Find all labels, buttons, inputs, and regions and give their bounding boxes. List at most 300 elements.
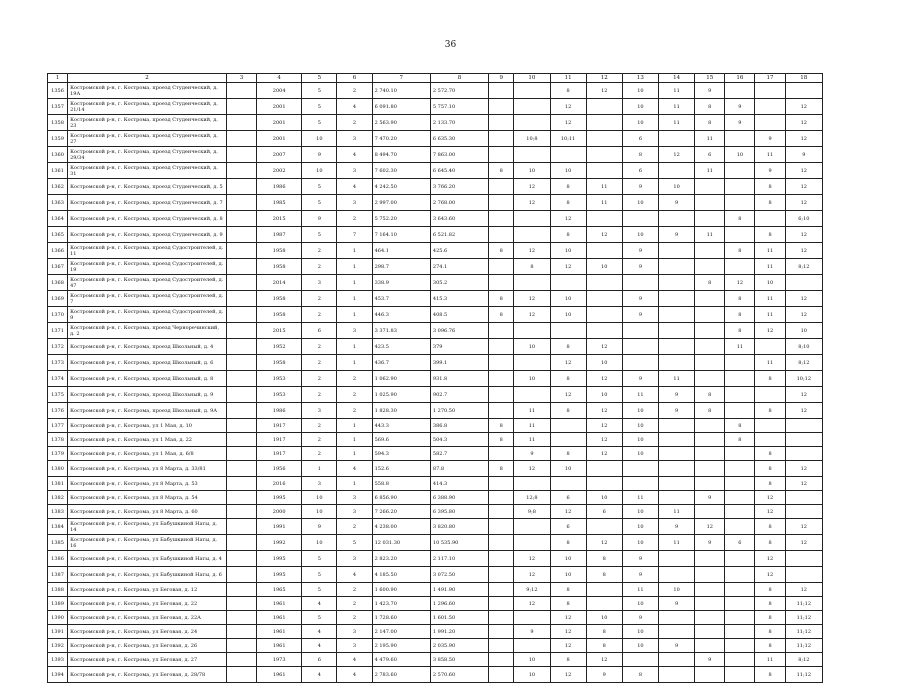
cell-empty	[226, 259, 256, 275]
cell-empty	[226, 597, 256, 611]
cell-c9	[489, 179, 514, 195]
cell-empty	[226, 147, 256, 163]
cell-fl: 4	[302, 625, 337, 639]
cell-c15: 9	[695, 83, 725, 99]
cell-c18	[785, 419, 822, 433]
cell-c10: 12	[514, 307, 550, 323]
cell-c9	[489, 597, 514, 611]
cell-c10: 12	[514, 551, 550, 567]
cell-ent: 4	[337, 147, 372, 163]
header-row	[48, 74, 823, 83]
cell-c15: 8	[695, 403, 725, 419]
cell-c17: 11	[755, 243, 785, 259]
cell-fl: 5	[302, 583, 337, 597]
cell-live: 3 820.80	[430, 519, 488, 535]
cell-ent: 2	[337, 83, 372, 99]
cell-year: 1961	[257, 625, 302, 639]
table-row	[48, 519, 823, 535]
cell-c12: 8	[586, 567, 622, 583]
cell-area: 1 062.90	[372, 371, 430, 387]
table-row	[48, 307, 823, 323]
cell-c12: 10	[586, 259, 622, 275]
table-row	[48, 447, 823, 461]
cell-fl: 3	[302, 403, 337, 419]
table-row	[48, 179, 823, 195]
cell-fl: 6	[302, 323, 337, 339]
cell-c14: 11	[659, 505, 695, 519]
cell-empty	[226, 433, 256, 447]
cell-c9	[489, 653, 514, 667]
cell-c14	[659, 275, 695, 291]
table-row	[48, 115, 823, 131]
cell-c13: 11	[622, 491, 658, 505]
cell-c13: 10	[622, 519, 658, 535]
cell-c17: 8	[755, 583, 785, 597]
cell-c16	[725, 611, 755, 625]
cell-c17: 8	[755, 461, 785, 477]
cell-c11: 12	[550, 99, 586, 115]
cell-live: 10 535.90	[430, 535, 488, 551]
cell-live: 2 117.10	[430, 551, 488, 567]
cell-c18: 12	[785, 195, 822, 211]
cell-year: 1961	[257, 597, 302, 611]
cell-c9: 8	[489, 243, 514, 259]
cell-c16	[725, 403, 755, 419]
cell-c14	[659, 355, 695, 371]
cell-empty	[226, 583, 256, 597]
cell-ent: 2	[337, 115, 372, 131]
cell-year: 1917	[257, 419, 302, 433]
cell-fl: 4	[302, 667, 337, 683]
cell-n: 1382	[48, 491, 68, 505]
cell-empty	[226, 477, 256, 491]
cell-ent: 4	[337, 653, 372, 667]
cell-c17	[755, 83, 785, 99]
cell-year: 1958	[257, 243, 302, 259]
cell-addr: Костромской р-н, г. Кострома, проезд Судостроителей, д. 19	[68, 259, 227, 275]
cell-c14	[659, 323, 695, 339]
cell-c9	[489, 447, 514, 461]
cell-area: 12 031.30	[372, 535, 430, 551]
column-header: 8	[430, 74, 488, 83]
cell-c9	[489, 667, 514, 683]
cell-c10: 10;8	[514, 131, 550, 147]
cell-area: 423.5	[372, 339, 430, 355]
cell-c13: 6	[622, 163, 658, 179]
cell-c11: 10	[550, 243, 586, 259]
cell-c14	[659, 551, 695, 567]
cell-c13: 10	[622, 115, 658, 131]
cell-c17: 11	[755, 291, 785, 307]
cell-year: 2014	[257, 275, 302, 291]
cell-c15: 9	[695, 653, 725, 667]
column-header: 4	[257, 74, 302, 83]
cell-c17: 9	[755, 131, 785, 147]
cell-c18: 8;12	[785, 355, 822, 371]
cell-c11: 12	[550, 115, 586, 131]
cell-n: 1378	[48, 433, 68, 447]
table-row	[48, 227, 823, 243]
cell-c14	[659, 491, 695, 505]
cell-n: 1379	[48, 447, 68, 461]
cell-c11: 8	[550, 339, 586, 355]
cell-area: 7 602.30	[372, 163, 430, 179]
cell-fl: 10	[302, 505, 337, 519]
cell-c13	[622, 477, 658, 491]
cell-fl: 6	[302, 653, 337, 667]
cell-c14	[659, 259, 695, 275]
cell-c9	[489, 115, 514, 131]
cell-c13: 9	[622, 567, 658, 583]
cell-c18: 12	[785, 131, 822, 147]
cell-area: 7 470.20	[372, 131, 430, 147]
cell-c9	[489, 535, 514, 551]
cell-c14	[659, 447, 695, 461]
cell-c17: 8	[755, 639, 785, 653]
table-row	[48, 339, 823, 355]
cell-c15	[695, 371, 725, 387]
cell-addr: Костромской р-н, г. Кострома, проезд Школьный, д. 4	[68, 339, 227, 355]
cell-addr: Костромской р-н, г. Кострома, проезд Студенческий, д. 23	[68, 115, 227, 131]
column-header: 3	[226, 74, 256, 83]
cell-ent: 1	[337, 419, 372, 433]
cell-c11: 6	[550, 519, 586, 535]
cell-n: 1391	[48, 625, 68, 639]
table-row	[48, 291, 823, 307]
cell-c11: 8	[550, 597, 586, 611]
cell-area: 436.7	[372, 355, 430, 371]
cell-c12: 9	[586, 667, 622, 683]
cell-year: 1953	[257, 387, 302, 403]
cell-c12: 8	[586, 639, 622, 653]
cell-area: 2 783.60	[372, 667, 430, 683]
column-header: 17	[755, 74, 785, 83]
cell-c17: 12	[755, 491, 785, 505]
cell-live: 2 572.70	[430, 83, 488, 99]
cell-addr: Костромской р-н, г. Кострома, проезд Школьный, д. 9А	[68, 403, 227, 419]
cell-n: 1358	[48, 115, 68, 131]
cell-c18: 12	[785, 291, 822, 307]
cell-live: 379	[430, 339, 488, 355]
cell-c16: 6	[725, 535, 755, 551]
cell-addr: Костромской р-н, г. Кострома, проезд Студенческий, д. 7	[68, 195, 227, 211]
cell-c15: 12	[695, 519, 725, 535]
cell-live: 5 757.10	[430, 99, 488, 115]
cell-c9	[489, 339, 514, 355]
cell-live: 1 601.50	[430, 611, 488, 625]
cell-c14	[659, 667, 695, 683]
cell-c17: 8	[755, 597, 785, 611]
cell-addr: Костромской р-н, г. Кострома, ул 1 Мая, д. 6/8	[68, 447, 227, 461]
cell-c16	[725, 653, 755, 667]
cell-live: 6 395.80	[430, 505, 488, 519]
cell-c14	[659, 131, 695, 147]
cell-c13: 9	[622, 243, 658, 259]
cell-year: 2015	[257, 323, 302, 339]
cell-c17: 8	[755, 371, 785, 387]
cell-addr: Костромской р-н, г. Кострома, проезд Студенческий, д. 9	[68, 227, 227, 243]
cell-empty	[226, 227, 256, 243]
cell-ent: 1	[337, 433, 372, 447]
cell-n: 1387	[48, 567, 68, 583]
cell-fl: 1	[302, 461, 337, 477]
cell-c18: 12	[785, 227, 822, 243]
cell-c12	[586, 291, 622, 307]
column-header: 13	[622, 74, 658, 83]
cell-fl: 2	[302, 291, 337, 307]
cell-c11	[550, 147, 586, 163]
cell-addr: Костромской р-н, г. Кострома, проезд Школьный, д. 9	[68, 387, 227, 403]
cell-addr: Костромской р-н, г. Кострома, проезд Судостроителей, д. 47	[68, 275, 227, 291]
cell-c18: 11;12	[785, 639, 822, 653]
cell-addr: Костромской р-н, г. Кострома, ул Беговая, д. 24	[68, 625, 227, 639]
cell-c17: 11	[755, 147, 785, 163]
cell-c16: 8	[725, 307, 755, 323]
cell-c11: 12	[550, 625, 586, 639]
cell-c16	[725, 667, 755, 683]
cell-live: 2 768.00	[430, 195, 488, 211]
cell-addr: Костромской р-н, г. Кострома, ул 8 Марта, д. 33/81	[68, 461, 227, 477]
cell-c16: 8	[725, 243, 755, 259]
cell-year: 1958	[257, 307, 302, 323]
cell-area: 2 823.20	[372, 551, 430, 567]
cell-area: 338.9	[372, 275, 430, 291]
cell-c16: 10	[725, 147, 755, 163]
cell-c9	[489, 99, 514, 115]
cell-c10	[514, 387, 550, 403]
cell-c18: 11;12	[785, 667, 822, 683]
table-row	[48, 625, 823, 639]
cell-n: 1371	[48, 323, 68, 339]
cell-c11: 8	[550, 403, 586, 419]
cell-c12	[586, 243, 622, 259]
cell-c17	[755, 387, 785, 403]
cell-c13: 10	[622, 433, 658, 447]
table-row	[48, 551, 823, 567]
cell-empty	[226, 291, 256, 307]
cell-c13: 10	[622, 227, 658, 243]
cell-ent: 1	[337, 259, 372, 275]
cell-c17	[755, 211, 785, 227]
cell-c16	[725, 551, 755, 567]
cell-c10: 11	[514, 403, 550, 419]
cell-year: 1956	[257, 461, 302, 477]
cell-empty	[226, 99, 256, 115]
cell-c15: 9	[695, 491, 725, 505]
cell-c10: 12	[514, 291, 550, 307]
cell-c13	[622, 339, 658, 355]
cell-n: 1385	[48, 535, 68, 551]
cell-addr: Костромской р-н, г. Кострома, ул 1 Мая, д. 10	[68, 419, 227, 433]
cell-c9: 8	[489, 307, 514, 323]
cell-year: 1917	[257, 433, 302, 447]
cell-year: 1973	[257, 653, 302, 667]
cell-empty	[226, 551, 256, 567]
cell-c18	[785, 567, 822, 583]
cell-n: 1388	[48, 583, 68, 597]
cell-c17	[755, 99, 785, 115]
cell-addr: Костромской р-н, г. Кострома, ул Бабушкиной Наты, д. 4	[68, 551, 227, 567]
cell-c11: 6	[550, 491, 586, 505]
cell-n: 1356	[48, 83, 68, 99]
table-row	[48, 147, 823, 163]
cell-c10: 12	[514, 195, 550, 211]
cell-live: 6 645.40	[430, 163, 488, 179]
cell-ent: 2	[337, 583, 372, 597]
cell-c9: 8	[489, 419, 514, 433]
cell-area: 4 185.50	[372, 567, 430, 583]
cell-ent: 2	[337, 597, 372, 611]
cell-addr: Костромской р-н, г. Кострома, проезд Студенческий, д. 27	[68, 131, 227, 147]
cell-live: 902.7	[430, 387, 488, 403]
cell-c18: 6;10	[785, 211, 822, 227]
cell-c16	[725, 179, 755, 195]
cell-area: 594.3	[372, 447, 430, 461]
cell-c14: 11	[659, 535, 695, 551]
cell-live: 2 133.70	[430, 115, 488, 131]
cell-fl: 3	[302, 477, 337, 491]
cell-area: 1 828.30	[372, 403, 430, 419]
cell-c15	[695, 667, 725, 683]
cell-c15	[695, 323, 725, 339]
cell-empty	[226, 611, 256, 625]
cell-c16	[725, 227, 755, 243]
cell-c12: 12	[586, 433, 622, 447]
table-row	[48, 567, 823, 583]
cell-addr: Костромской р-н, г. Кострома, ул Беговая, д. 26	[68, 639, 227, 653]
cell-area: 152.6	[372, 461, 430, 477]
cell-c15	[695, 355, 725, 371]
cell-c13: 11	[622, 583, 658, 597]
cell-fl: 2	[302, 339, 337, 355]
cell-c11: 12	[550, 639, 586, 653]
cell-live: 87.8	[430, 461, 488, 477]
cell-c14: 9	[659, 519, 695, 535]
cell-c14: 9	[659, 597, 695, 611]
cell-addr: Костромской р-н, г. Кострома, проезд Студенческий, д. 31	[68, 163, 227, 179]
cell-c12: 11	[586, 179, 622, 195]
cell-area: 2 740.10	[372, 83, 430, 99]
cell-fl: 10	[302, 131, 337, 147]
cell-c14	[659, 567, 695, 583]
cell-c16	[725, 583, 755, 597]
cell-c13: 10	[622, 419, 658, 433]
cell-c12: 10	[586, 491, 622, 505]
cell-c12: 12	[586, 339, 622, 355]
cell-ent: 7	[337, 227, 372, 243]
cell-c16: 8	[725, 291, 755, 307]
cell-live: 582.7	[430, 447, 488, 461]
cell-n: 1359	[48, 131, 68, 147]
cell-c15: 8	[695, 99, 725, 115]
cell-c10: 9	[514, 625, 550, 639]
cell-c17: 12	[755, 505, 785, 519]
cell-c15: 6	[695, 147, 725, 163]
cell-c11: 10	[550, 291, 586, 307]
cell-c15	[695, 419, 725, 433]
cell-addr: Костромской р-н, г. Кострома, проезд Школьный, д. 6	[68, 355, 227, 371]
cell-area: 8 494.70	[372, 147, 430, 163]
table-row	[48, 583, 823, 597]
cell-area: 2 147.00	[372, 625, 430, 639]
cell-fl: 2	[302, 259, 337, 275]
cell-ent: 3	[337, 639, 372, 653]
cell-c17: 12	[755, 323, 785, 339]
cell-ent: 1	[337, 447, 372, 461]
cell-c15	[695, 433, 725, 447]
cell-n: 1369	[48, 291, 68, 307]
cell-c13: 9	[622, 551, 658, 567]
cell-addr: Костромской р-н, г. Кострома, проезд Черноречинский, д. 2	[68, 323, 227, 339]
cell-c11: 12	[550, 259, 586, 275]
cell-ent: 4	[337, 461, 372, 477]
cell-c12	[586, 211, 622, 227]
cell-area: 7 266.20	[372, 505, 430, 519]
cell-c17: 11	[755, 259, 785, 275]
cell-c9	[489, 275, 514, 291]
table-row	[48, 491, 823, 505]
cell-c18: 12	[785, 179, 822, 195]
cell-c18	[785, 551, 822, 567]
cell-n: 1362	[48, 179, 68, 195]
cell-c13: 8	[622, 667, 658, 683]
cell-c13: 9	[622, 611, 658, 625]
cell-addr: Костромской р-н, г. Кострома, проезд Студенческий, д. 19А	[68, 83, 227, 99]
cell-c14: 11	[659, 99, 695, 115]
cell-c18: 12	[785, 243, 822, 259]
cell-addr: Костромской р-н, г. Кострома, проезд Судостроителей, д. 9	[68, 307, 227, 323]
cell-fl: 4	[302, 639, 337, 653]
cell-n: 1393	[48, 653, 68, 667]
cell-c9	[489, 403, 514, 419]
cell-c14	[659, 477, 695, 491]
cell-c17: 11	[755, 653, 785, 667]
cell-c9: 8	[489, 433, 514, 447]
cell-c17: 8	[755, 195, 785, 211]
column-header: 18	[785, 74, 822, 83]
cell-c10	[514, 323, 550, 339]
cell-live: 408.5	[430, 307, 488, 323]
cell-year: 2000	[257, 505, 302, 519]
cell-empty	[226, 519, 256, 535]
table-row	[48, 323, 823, 339]
cell-year: 1961	[257, 611, 302, 625]
cell-n: 1360	[48, 147, 68, 163]
cell-c18	[785, 491, 822, 505]
cell-fl: 4	[302, 597, 337, 611]
cell-c16: 8	[725, 419, 755, 433]
cell-c13: 9	[622, 259, 658, 275]
cell-c18	[785, 447, 822, 461]
cell-area: 2 997.00	[372, 195, 430, 211]
cell-area: 453.7	[372, 291, 430, 307]
cell-ent: 1	[337, 243, 372, 259]
cell-c10: 9	[514, 447, 550, 461]
cell-year: 2004	[257, 83, 302, 99]
cell-c11: 10	[550, 551, 586, 567]
cell-live: 2 570.60	[430, 667, 488, 683]
cell-live: 425.6	[430, 243, 488, 259]
cell-empty	[226, 163, 256, 179]
cell-empty	[226, 211, 256, 227]
cell-c11: 10	[550, 307, 586, 323]
cell-c14	[659, 433, 695, 447]
cell-empty	[226, 339, 256, 355]
cell-year: 1991	[257, 519, 302, 535]
cell-c10: 12	[514, 243, 550, 259]
cell-year: 2016	[257, 477, 302, 491]
cell-c15	[695, 259, 725, 275]
